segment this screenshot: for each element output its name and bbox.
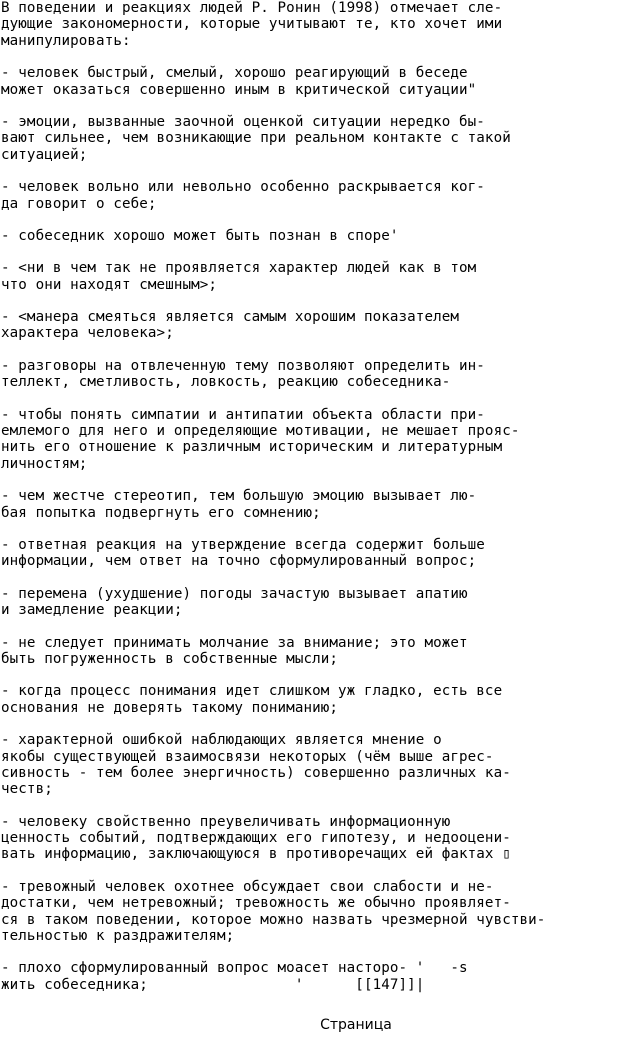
text-line: что они находят смешным>; <box>1 276 218 293</box>
text-line: информации, чем ответ на точно сформулированный вопрос; <box>1 553 477 570</box>
paragraph <box>1 260 619 293</box>
text-line: - собеседник хорошо может быть познан в споре' <box>1 227 399 244</box>
text-line: ситуацией; <box>1 146 88 163</box>
text-line: жить собеседника; ' [[147]]| <box>1 976 425 993</box>
paragraph <box>1 228 619 244</box>
text-line: - тревожный человек охотнее обсуждает свои слабости и не- <box>1 878 494 895</box>
text-line: - чтобы понять симпатии и антипатии объекта области при- <box>1 406 485 423</box>
text-line: - человек быстрый, смелый, хорошо реагирующий в беседе <box>1 65 468 82</box>
paragraph <box>1 407 619 473</box>
paragraph <box>1 488 619 521</box>
text-line: - перемена (ухудшение) погоды зачастую вызывает апатию <box>1 585 468 602</box>
text-line: якобы существующей взаимосвязи некоторых (чём выше агрес- <box>1 748 494 765</box>
text-line: - эмоции, вызванные заочной оценкой ситуации нередко бы- <box>1 113 485 130</box>
text-line: - когда процесс понимания идет слишком уж гладко, есть все <box>1 683 503 700</box>
paragraph <box>1 309 619 342</box>
text-line: - плохо сформулированный вопрос моасет насторо- ' -s <box>1 960 468 977</box>
paragraph <box>1 65 619 98</box>
paragraph <box>1 179 619 212</box>
text-line: В поведении и реакциях людей Р. Ронин (1998) отмечает сле- <box>1 0 503 16</box>
text-line: - человеку свойственно преувеличивать информационную <box>1 813 451 830</box>
text-line: основания не доверять такому пониманию; <box>1 699 339 716</box>
text-line: вают сильнее, чем возникающие при реальном контакте с такой <box>1 130 511 147</box>
paragraph <box>1 635 619 668</box>
text-line: манипулировать: <box>1 32 131 49</box>
paragraph <box>1 879 619 945</box>
text-line: достатки, чем нетревожный; тревожность же обычно проявляет- <box>1 895 511 912</box>
text-line: емлемого для него и определяющие мотивации, не мешает прояс- <box>1 423 520 440</box>
text-line: сивность - тем более энергичность) совершенно различных ка- <box>1 764 511 781</box>
paragraph <box>1 586 619 619</box>
text-line: - ответная реакция на утверждение всегда содержит больше <box>1 536 485 553</box>
paragraph <box>1 683 619 716</box>
text-line: - <ни в чем так не проявляется характер людей как в том <box>1 260 477 277</box>
text-line: вать информацию, заключающуюся в противоречащих ей фактах ▯ <box>1 846 511 863</box>
text-line: - человек вольно или невольно особенно раскрывается ког- <box>1 179 485 196</box>
text-line: - чем жестче стереотип, тем большую эмоцию вызывает лю- <box>1 488 477 505</box>
document-page <box>1 0 619 1009</box>
text-line: личностям; <box>1 455 88 472</box>
paragraph <box>1 537 619 570</box>
text-line: дующие закономерности, которые учитывают те, кто хочет ими <box>1 16 503 33</box>
text-line: ся в таком поведении, которое можно назвать чрезмерной чувстви- <box>1 911 546 928</box>
text-line: - разговоры на отвлеченную тему позволяют определить ин- <box>1 357 485 374</box>
text-line: и замедление реакции; <box>1 602 183 619</box>
text-line: может оказаться совершенно иным в критической ситуации" <box>1 81 477 98</box>
text-line: - не следует принимать молчание за внимание; это может <box>1 634 468 651</box>
paragraph <box>1 358 619 391</box>
paragraph <box>1 814 619 863</box>
text-line: ценность событий, подтверждающих его гипотезу, и недооцени- <box>1 830 511 847</box>
text-line: бая попытка подвергнуть его сомнению; <box>1 504 321 521</box>
text-line: - <манера смеяться является самым хорошим показателем <box>1 309 460 326</box>
text-line: теллект, сметливость, ловкость, реакцию собеседника- <box>1 374 451 391</box>
text-line: нить его отношение к различным историческим и литературным <box>1 439 503 456</box>
text-line: быть погруженность в собственные мысли; <box>1 650 339 667</box>
text-line: характера человека>; <box>1 325 174 342</box>
page-footer-label: Страница <box>320 1017 392 1033</box>
text-line: да говорит о себе; <box>1 195 157 212</box>
text-line: тельностью к раздражителям; <box>1 928 235 945</box>
paragraph <box>1 960 619 993</box>
text-line: честв; <box>1 781 53 798</box>
paragraph <box>1 732 619 798</box>
paragraph <box>1 0 619 49</box>
text-line: - характерной ошибкой наблюдающих является мнение о <box>1 732 442 749</box>
paragraph <box>1 114 619 163</box>
